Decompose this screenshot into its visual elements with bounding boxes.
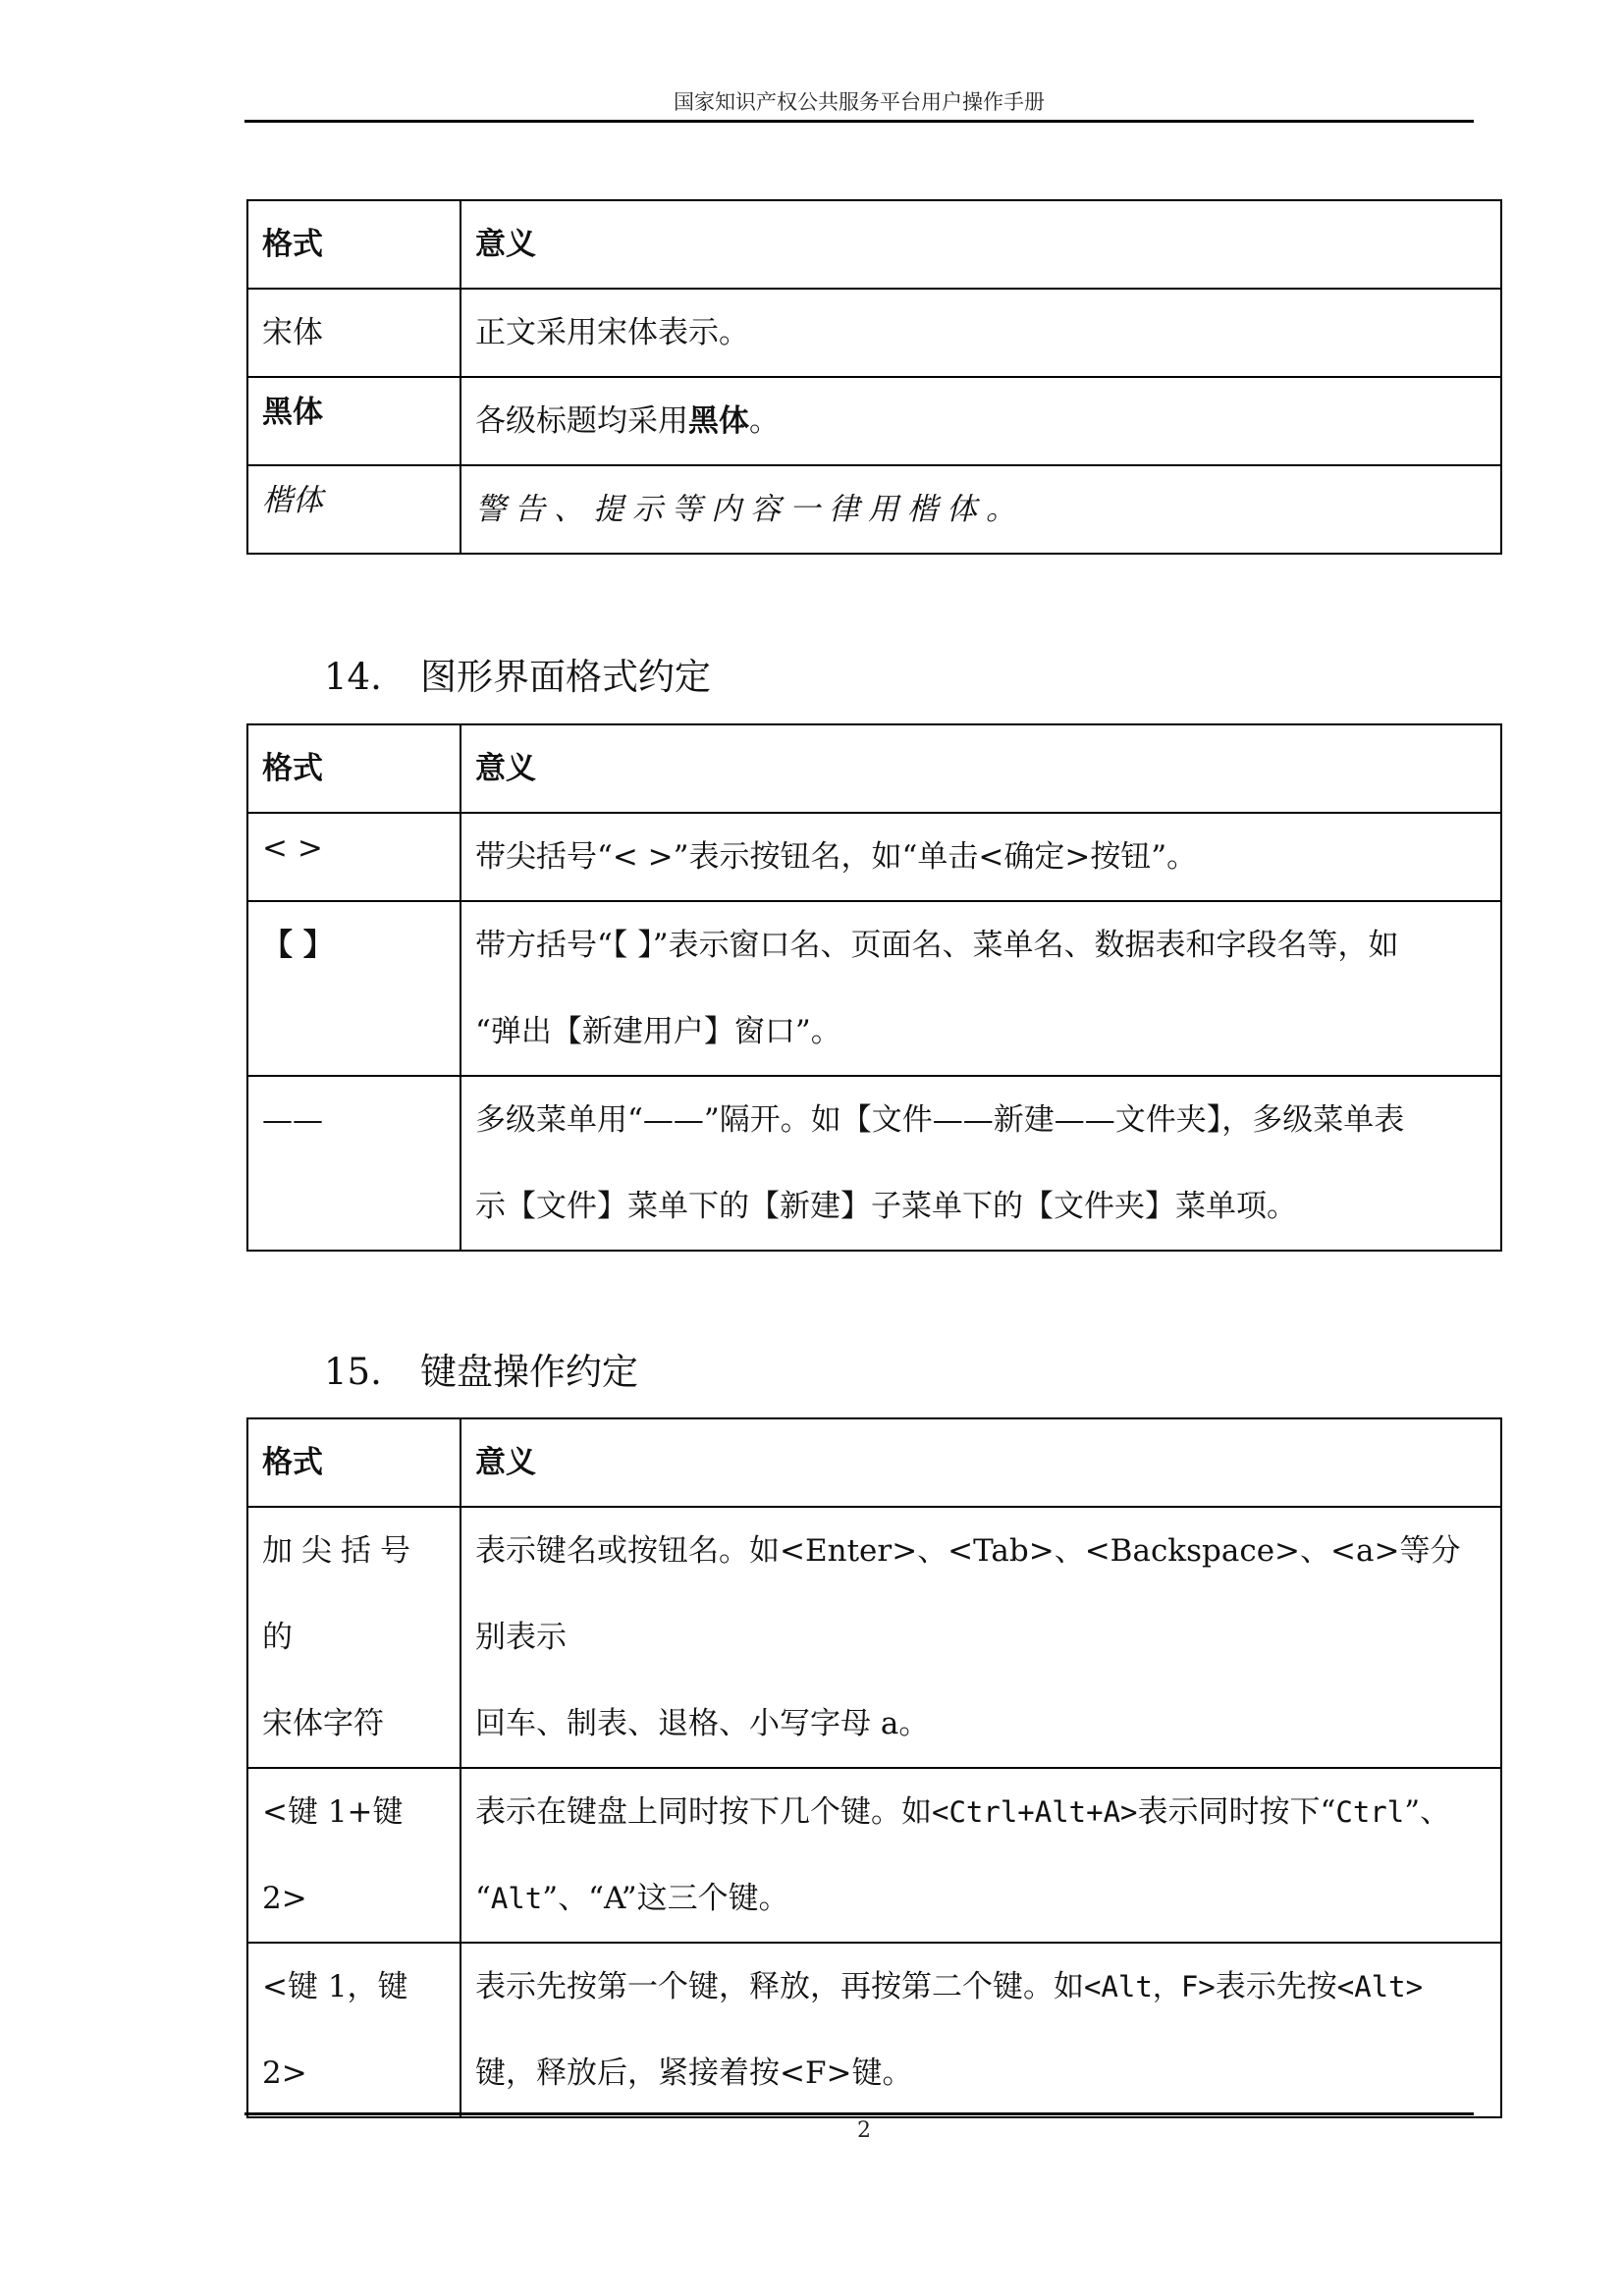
format-text: —— (262, 1102, 323, 1138)
key-combo: <Ctrl+Alt+A> (932, 1795, 1138, 1829)
header-meaning: 意义 (460, 200, 1501, 289)
meaning-text: 警告、提示等内容一律用楷体。 (475, 492, 1025, 527)
table-row (247, 901, 1501, 1076)
meaning-line: 多级菜单用“——”隔开。如【文件——新建——文件夹】，多级菜单表 (475, 1102, 1405, 1138)
footer-rule (244, 2112, 1474, 2115)
table-header-row (247, 1418, 1501, 1507)
page-header: 国家知识产权公共服务平台用户操作手册 (674, 90, 1045, 114)
meaning-cell (460, 901, 1501, 1076)
meaning-text: ”、 (1404, 1794, 1451, 1830)
key-combo: <Alt，F> (1084, 1970, 1216, 2003)
format-text: 【 】 (262, 928, 334, 963)
format-cell (247, 377, 460, 465)
meaning-pre: 各级标题均采用 (475, 403, 688, 439)
format-cell (247, 465, 460, 554)
header-format: 格式 (247, 200, 460, 289)
table-row (247, 1507, 1501, 1768)
table-row (247, 377, 1501, 465)
format-line: 宋体字符 (262, 1706, 384, 1741)
table-header-row (247, 724, 1501, 813)
meaning-post: 。 (749, 403, 780, 439)
format-cell (247, 813, 460, 901)
format-text: < > (262, 830, 323, 866)
header-rule (244, 120, 1474, 123)
meaning-text: 表示同时按下“ (1137, 1794, 1336, 1830)
format-cell (247, 901, 460, 1076)
meaning-line: 带方括号“【 】”表示窗口名、页面名、菜单名、数据表和字段名等，如 (475, 928, 1399, 963)
meaning-cell (460, 1507, 1501, 1768)
header-format: 格式 (247, 724, 460, 813)
keyboard-conventions-table (246, 1417, 1502, 2118)
meaning-cell (460, 465, 1501, 554)
section-title: 图形界面格式约定 (420, 656, 711, 698)
header-meaning: 意义 (460, 724, 1501, 813)
meaning-line: “弹出【新建用户】窗口”。 (475, 1014, 841, 1049)
format-cell (247, 1768, 460, 1943)
format-text: <键 1+键 2> (262, 1794, 404, 1916)
format-cell (247, 1076, 460, 1251)
meaning-cell (460, 377, 1501, 465)
meaning-line (475, 1769, 1487, 1855)
meaning-line: 示【文件】菜单下的【新建】子菜单下的【文件夹】菜单项。 (475, 1189, 1297, 1224)
meaning-line (475, 1944, 1487, 2030)
header-meaning: 意义 (460, 1418, 1501, 1507)
format-text: <键 1，键 2> (262, 1969, 408, 2091)
section-title: 键盘操作约定 (420, 1351, 638, 1393)
meaning-emphasis: 黑体 (688, 403, 749, 439)
meaning-line (475, 1855, 1487, 1942)
meaning-text: 表示先按第一个键，释放，再按第二个键。如 (475, 1969, 1084, 2004)
format-line: 加尖括号的 (262, 1533, 419, 1655)
meaning-text: 表示先按 (1215, 1969, 1337, 2004)
header-format: 格式 (247, 1418, 460, 1507)
format-cell: 宋体 (247, 289, 460, 377)
meaning-line: 回车、制表、退格、小写字母 a。 (475, 1706, 930, 1741)
table-row (247, 1076, 1501, 1251)
section-number: 14. (324, 656, 382, 698)
font-conventions-table (246, 199, 1502, 555)
meaning-cell: 带尖括号“< >”表示按钮名，如“单击<确定>按钮”。 (460, 813, 1501, 901)
format-text: 黑体 (262, 395, 323, 430)
table-row (247, 465, 1501, 554)
table-row (247, 813, 1501, 901)
table-row (247, 1768, 1501, 1943)
key-name: Alt (490, 1882, 543, 1915)
page-number: 2 (857, 2118, 871, 2143)
section-14-heading (324, 653, 711, 702)
meaning-line: 表示键名或按钮名。如<Enter>、<Tab>、<Backspace>、<a>等分别表示 (475, 1533, 1461, 1655)
table-header-row (247, 200, 1501, 289)
meaning-cell (460, 1943, 1501, 2117)
key-name: Ctrl (1335, 1795, 1405, 1829)
section-15-heading (324, 1348, 638, 1397)
format-cell (247, 1943, 460, 2117)
meaning-cell (460, 1768, 1501, 1943)
meaning-cell: 正文采用宋体表示。 (460, 289, 1501, 377)
meaning-text: ”、“A”这三个键。 (542, 1881, 789, 1916)
format-cell (247, 1507, 460, 1768)
meaning-text: “ (475, 1881, 491, 1916)
key-name: <Alt> (1336, 1970, 1424, 2003)
meaning-text: 表示在键盘上同时按下几个键。如 (475, 1794, 932, 1830)
table-row (247, 1943, 1501, 2117)
gui-conventions-table (246, 723, 1502, 1252)
meaning-line: 键，释放后，紧接着按<F>键。 (475, 2056, 913, 2091)
meaning-cell (460, 1076, 1501, 1251)
table-row (247, 289, 1501, 377)
format-text: 楷体 (262, 483, 323, 518)
section-number: 15. (324, 1351, 382, 1393)
